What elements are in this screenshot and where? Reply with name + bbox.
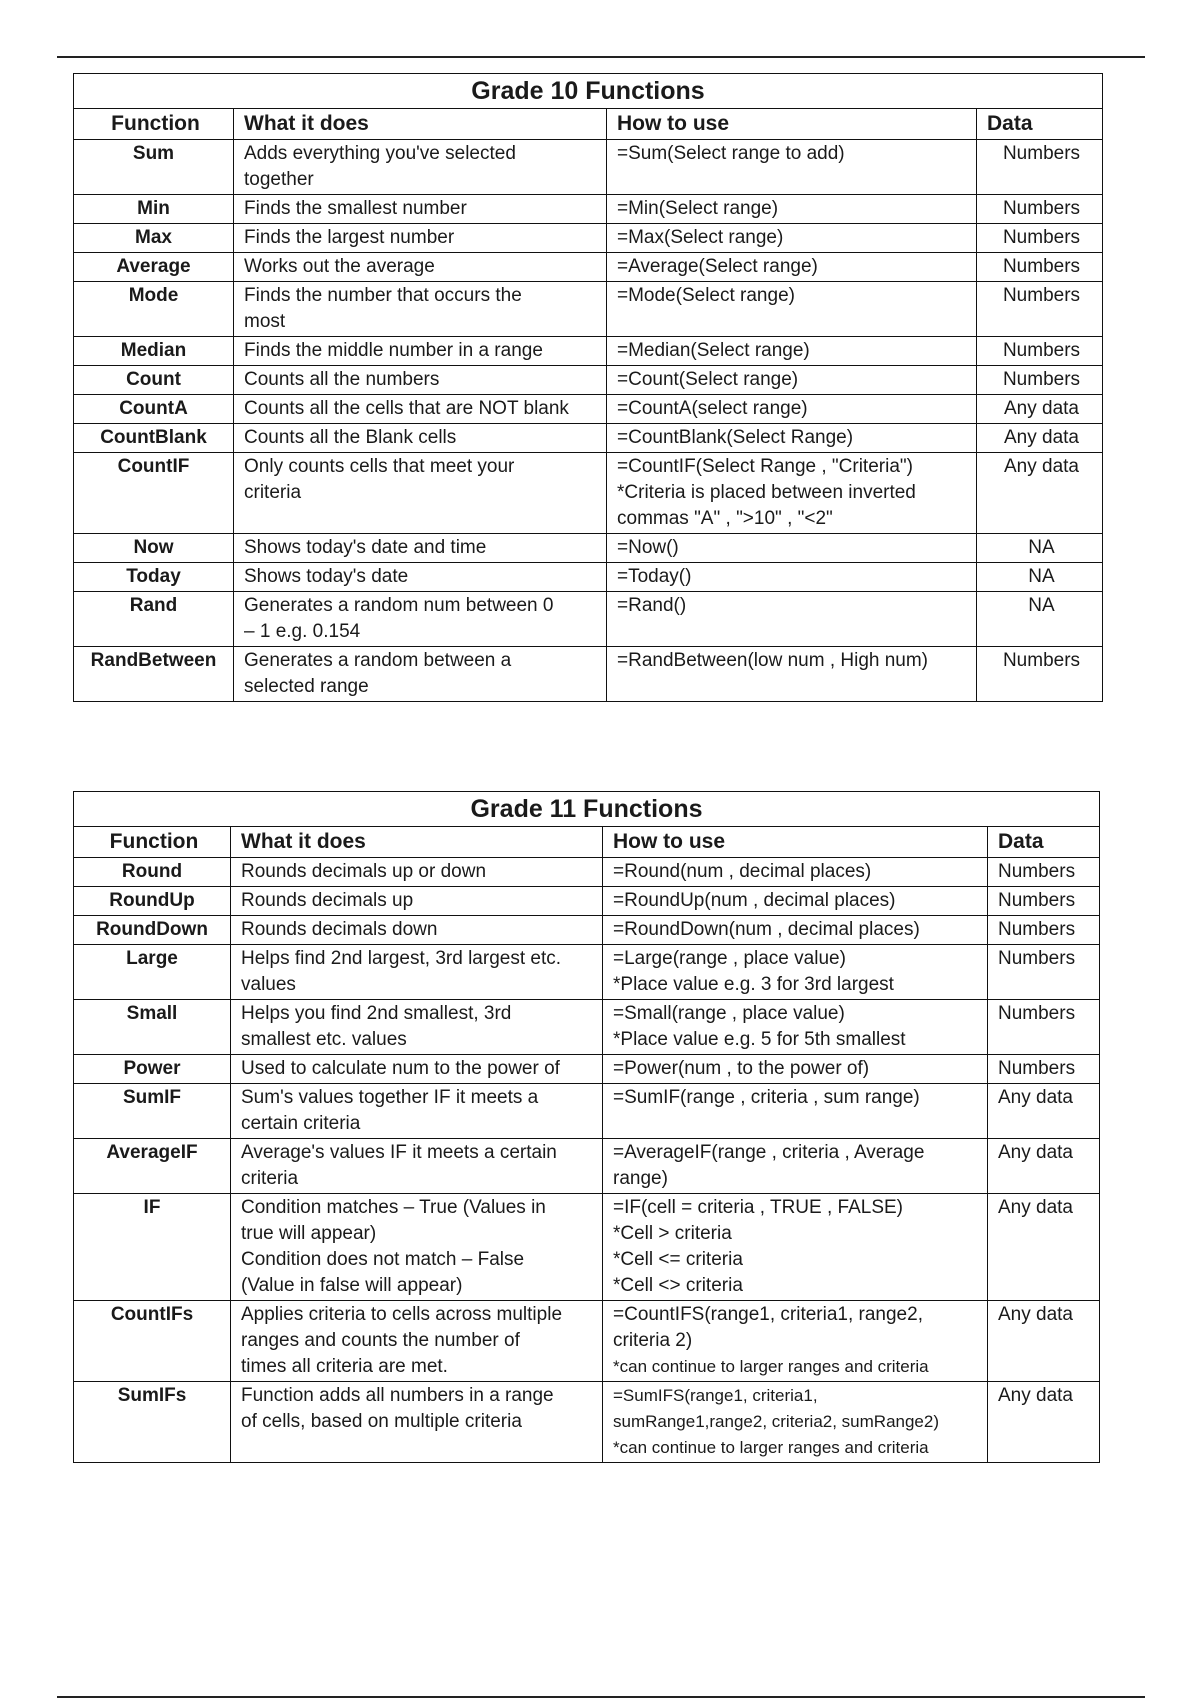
cell-line: =SumIFS(range1, criteria1, [613, 1386, 818, 1405]
function-name: Power [74, 1055, 231, 1084]
cell-line: =IF(cell = criteria , TRUE , FALSE) [613, 1197, 904, 1218]
function-description [231, 1301, 603, 1382]
table-row [74, 916, 1100, 945]
data-type: Numbers [988, 858, 1100, 887]
cell-line: Only counts cells that meet your [244, 456, 515, 477]
data-type: Numbers [977, 140, 1103, 195]
function-usage [607, 592, 977, 647]
function-usage [607, 647, 977, 702]
function-description [234, 647, 607, 702]
cell-line: criteria [241, 1168, 299, 1189]
cell-line: Rounds decimals up or down [241, 861, 487, 882]
cell-line: (Value in false will appear) [241, 1275, 463, 1296]
cell-line: =RandBetween(low num , High num) [617, 650, 929, 671]
function-description [234, 453, 607, 534]
cell-line: Helps you find 2nd smallest, 3rd [241, 1003, 512, 1024]
function-description [231, 1194, 603, 1301]
function-usage [607, 282, 977, 337]
function-name: SumIF [74, 1084, 231, 1139]
function-name: RoundUp [74, 887, 231, 916]
function-usage [607, 337, 977, 366]
table-row [74, 858, 1100, 887]
data-type: Numbers [977, 282, 1103, 337]
cell-line: – 1 e.g. 0.154 [244, 621, 361, 642]
table-row [74, 1301, 1100, 1382]
cell-line: Finds the number that occurs the [244, 285, 522, 306]
cell-line: *Cell > criteria [613, 1223, 732, 1244]
cell-line: range) [613, 1168, 668, 1189]
function-description [231, 945, 603, 1000]
table-row [74, 224, 1103, 253]
cell-line: values [241, 974, 296, 995]
table-row [74, 945, 1100, 1000]
function-name: Small [74, 1000, 231, 1055]
table-row [74, 140, 1103, 195]
function-description [234, 424, 607, 453]
table-row [74, 337, 1103, 366]
function-description [234, 337, 607, 366]
cell-line: =Sum(Select range to add) [617, 143, 845, 164]
cell-line: Rounds decimals up [241, 890, 414, 911]
cell-line: Counts all the Blank cells [244, 427, 457, 448]
function-usage [603, 1301, 988, 1382]
function-usage [603, 858, 988, 887]
cell-line: Helps find 2nd largest, 3rd largest etc. [241, 948, 562, 969]
data-type: NA [977, 563, 1103, 592]
function-name: IF [74, 1194, 231, 1301]
cell-line: smallest etc. values [241, 1029, 407, 1050]
table-row [74, 282, 1103, 337]
data-type: Numbers [977, 253, 1103, 282]
data-type: Any data [988, 1382, 1100, 1463]
header-what-it-does: What it does [231, 827, 603, 858]
header-data: Data [977, 109, 1103, 140]
data-type: Any data [977, 395, 1103, 424]
function-name: Mode [74, 282, 234, 337]
cell-line: Counts all the numbers [244, 369, 440, 390]
function-description [231, 1055, 603, 1084]
table-row [74, 534, 1103, 563]
cell-line: ranges and counts the number of [241, 1330, 520, 1351]
table-row [74, 195, 1103, 224]
table-row [74, 887, 1100, 916]
function-description [231, 887, 603, 916]
data-type: Any data [977, 424, 1103, 453]
cell-line: certain criteria [241, 1113, 361, 1134]
function-description [234, 282, 607, 337]
cell-line: =Large(range , place value) [613, 948, 846, 969]
cell-line: Shows today's date and time [244, 537, 487, 558]
function-name: Average [74, 253, 234, 282]
cell-line: criteria 2) [613, 1330, 693, 1351]
table-row [74, 563, 1103, 592]
data-type: Numbers [977, 195, 1103, 224]
data-type: Any data [988, 1084, 1100, 1139]
grade11-header-row [74, 827, 1100, 858]
cell-line: together [244, 169, 314, 190]
cell-line: most [244, 311, 286, 332]
cell-line: Generates a random num between 0 [244, 595, 554, 616]
function-description [231, 858, 603, 887]
data-type: Any data [988, 1194, 1100, 1301]
cell-line: =Power(num , to the power of) [613, 1058, 870, 1079]
cell-line: Condition does not match – False [241, 1249, 525, 1270]
function-name: RoundDown [74, 916, 231, 945]
function-name: AverageIF [74, 1139, 231, 1194]
function-description [231, 1139, 603, 1194]
cell-line: =AverageIF(range , criteria , Average [613, 1142, 925, 1163]
cell-line: =Small(range , place value) [613, 1003, 845, 1024]
function-usage [607, 224, 977, 253]
function-usage [603, 1055, 988, 1084]
cell-line: =Today() [617, 566, 692, 587]
function-description [231, 916, 603, 945]
grade11-title: Grade 11 Functions [73, 791, 1100, 826]
function-usage [603, 1139, 988, 1194]
function-usage [607, 395, 977, 424]
table-row [74, 1139, 1100, 1194]
cell-line: =RoundDown(num , decimal places) [613, 919, 920, 940]
cell-line: Finds the middle number in a range [244, 340, 543, 361]
function-name: RandBetween [74, 647, 234, 702]
table-row [74, 366, 1103, 395]
cell-line: Shows today's date [244, 566, 409, 587]
cell-line: =Count(Select range) [617, 369, 799, 390]
function-usage [607, 534, 977, 563]
cell-line: =CountBlank(Select Range) [617, 427, 854, 448]
cell-line: selected range [244, 676, 369, 697]
function-usage [607, 424, 977, 453]
header-what-it-does: What it does [234, 109, 607, 140]
function-usage [607, 253, 977, 282]
data-type: Numbers [977, 337, 1103, 366]
header-data: Data [988, 827, 1100, 858]
function-description [234, 534, 607, 563]
function-name: Count [74, 366, 234, 395]
function-description [234, 366, 607, 395]
function-usage [603, 945, 988, 1000]
grade11-body [74, 858, 1100, 1463]
data-type: Numbers [988, 1055, 1100, 1084]
cell-line: =CountIFS(range1, criteria1, range2, [613, 1304, 923, 1325]
function-usage [603, 916, 988, 945]
function-description [234, 563, 607, 592]
function-name: Round [74, 858, 231, 887]
cell-line: *Place value e.g. 3 for 3rd largest [613, 974, 894, 995]
function-name: Large [74, 945, 231, 1000]
data-type: Any data [977, 453, 1103, 534]
cell-line: =Average(Select range) [617, 256, 818, 277]
grade10-table [73, 73, 1103, 702]
table-row [74, 647, 1103, 702]
function-usage [607, 563, 977, 592]
data-type: Any data [988, 1301, 1100, 1382]
cell-line: *Place value e.g. 5 for 5th smallest [613, 1029, 906, 1050]
table-row [74, 1382, 1100, 1463]
cell-line: *Cell <= criteria [613, 1249, 743, 1270]
data-type: Any data [988, 1139, 1100, 1194]
cell-line: Sum's values together IF it meets a [241, 1087, 539, 1108]
cell-line: commas "A" , ">10" , "<2" [617, 508, 833, 529]
page-bottom-rule [57, 1696, 1145, 1698]
data-type: Numbers [977, 224, 1103, 253]
header-how-to-use: How to use [607, 109, 977, 140]
cell-line: =Round(num , decimal places) [613, 861, 872, 882]
function-usage [603, 1194, 988, 1301]
grade10-title: Grade 10 Functions [73, 73, 1103, 108]
function-name: CountIF [74, 453, 234, 534]
function-name: Rand [74, 592, 234, 647]
data-type: Numbers [988, 945, 1100, 1000]
function-description [234, 195, 607, 224]
function-name: Now [74, 534, 234, 563]
cell-line: Used to calculate num to the power of [241, 1058, 560, 1079]
function-usage [607, 140, 977, 195]
data-type: Numbers [988, 916, 1100, 945]
page-top-rule [57, 56, 1145, 58]
grade10-header-row [74, 109, 1103, 140]
table-row [74, 1000, 1100, 1055]
function-name: SumIFs [74, 1382, 231, 1463]
function-description [231, 1084, 603, 1139]
function-name: Min [74, 195, 234, 224]
data-type: NA [977, 592, 1103, 647]
header-function: Function [74, 109, 234, 140]
cell-line: =Median(Select range) [617, 340, 810, 361]
header-how-to-use: How to use [603, 827, 988, 858]
cell-line: Generates a random between a [244, 650, 512, 671]
cell-line: Counts all the cells that are NOT blank [244, 398, 569, 419]
cell-line: *Criteria is placed between inverted [617, 482, 916, 503]
cell-line: *Cell <> criteria [613, 1275, 743, 1296]
function-name: Today [74, 563, 234, 592]
cell-line: *can continue to larger ranges and criteria [613, 1438, 929, 1457]
data-type: Numbers [988, 1000, 1100, 1055]
cell-line: =CountA(select range) [617, 398, 808, 419]
function-description [234, 253, 607, 282]
function-description [234, 140, 607, 195]
cell-line: =CountIF(Select Range , "Criteria") [617, 456, 913, 477]
data-type: NA [977, 534, 1103, 563]
cell-line: =Mode(Select range) [617, 285, 795, 306]
table-row [74, 453, 1103, 534]
function-usage [603, 1382, 988, 1463]
cell-line: Average's values IF it meets a certain [241, 1142, 557, 1163]
grade11-table [73, 791, 1100, 1463]
cell-line: Finds the smallest number [244, 198, 467, 219]
cell-line: =Max(Select range) [617, 227, 784, 248]
table-row [74, 1055, 1100, 1084]
table-row [74, 253, 1103, 282]
cell-line: Works out the average [244, 256, 435, 277]
cell-line: =Now() [617, 537, 679, 558]
function-usage [607, 195, 977, 224]
function-usage [603, 887, 988, 916]
table-row [74, 1194, 1100, 1301]
cell-line: Rounds decimals down [241, 919, 438, 940]
grade10-body [74, 140, 1103, 702]
data-type: Numbers [977, 366, 1103, 395]
cell-line: =Rand() [617, 595, 687, 616]
function-name: Median [74, 337, 234, 366]
cell-line: of cells, based on multiple criteria [241, 1411, 522, 1432]
function-name: Max [74, 224, 234, 253]
function-description [234, 224, 607, 253]
cell-line: Finds the largest number [244, 227, 455, 248]
cell-line: times all criteria are met. [241, 1356, 448, 1377]
header-function: Function [74, 827, 231, 858]
cell-line: true will appear) [241, 1223, 377, 1244]
data-type: Numbers [988, 887, 1100, 916]
table-row [74, 395, 1103, 424]
cell-line: *can continue to larger ranges and criteria [613, 1357, 929, 1376]
function-usage [603, 1084, 988, 1139]
table-row [74, 1084, 1100, 1139]
cell-line: Condition matches – True (Values in [241, 1197, 546, 1218]
function-usage [607, 366, 977, 395]
cell-line: =Min(Select range) [617, 198, 779, 219]
table-row [74, 424, 1103, 453]
cell-line: Adds everything you've selected [244, 143, 516, 164]
function-name: Sum [74, 140, 234, 195]
function-description [234, 395, 607, 424]
cell-line: =RoundUp(num , decimal places) [613, 890, 896, 911]
cell-line: =SumIF(range , criteria , sum range) [613, 1087, 920, 1108]
cell-line: criteria [244, 482, 302, 503]
function-name: CountBlank [74, 424, 234, 453]
function-usage [607, 453, 977, 534]
function-name: CountA [74, 395, 234, 424]
function-description [234, 592, 607, 647]
table-row [74, 592, 1103, 647]
cell-line: Applies criteria to cells across multiple [241, 1304, 563, 1325]
function-description [231, 1000, 603, 1055]
data-type: Numbers [977, 647, 1103, 702]
function-usage [603, 1000, 988, 1055]
function-description [231, 1382, 603, 1463]
cell-line: Function adds all numbers in a range [241, 1385, 554, 1406]
function-name: CountIFs [74, 1301, 231, 1382]
cell-line: sumRange1,range2, criteria2, sumRange2) [613, 1412, 940, 1431]
